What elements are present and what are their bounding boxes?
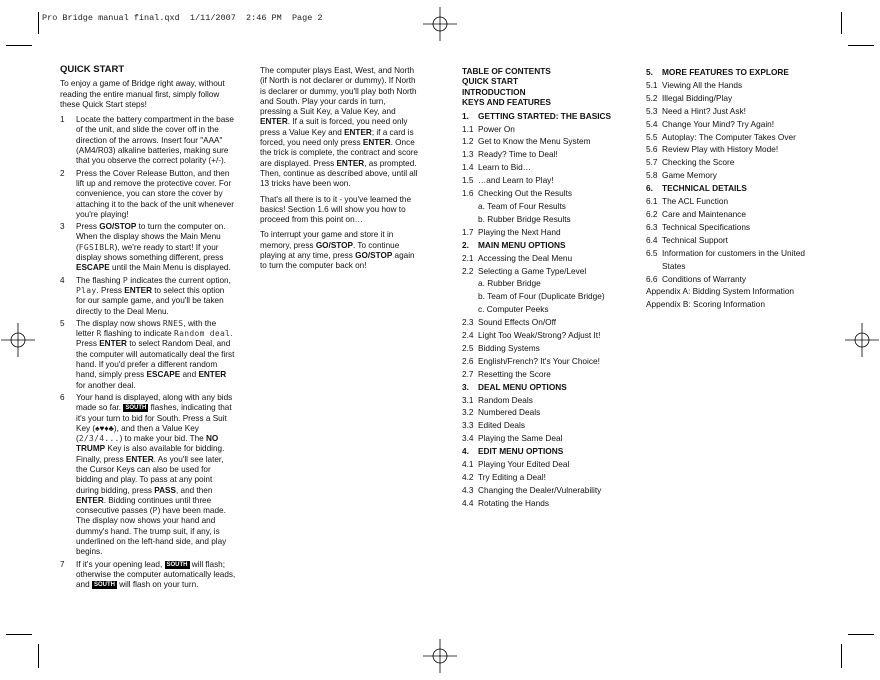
toc-section bbox=[462, 381, 622, 394]
quick-start-step bbox=[60, 115, 236, 166]
south-badge: SOUTH bbox=[166, 561, 188, 568]
toc-entry bbox=[462, 368, 622, 381]
toc-number: 3.4 bbox=[462, 433, 474, 444]
toc-entry bbox=[462, 161, 622, 174]
toc-entry bbox=[646, 247, 818, 273]
toc-title: Ready? Time to Deal! bbox=[478, 149, 558, 160]
toc-title: a. Rubber Bridge bbox=[478, 278, 541, 289]
step-number: 6 bbox=[60, 392, 65, 402]
step-number: 5 bbox=[60, 318, 65, 328]
lcd-text: P bbox=[152, 506, 158, 516]
toc-title: a. Team of Four Results bbox=[478, 200, 566, 211]
toc-number: 4.3 bbox=[462, 484, 474, 495]
toc-title: Autoplay: The Computer Takes Over bbox=[662, 131, 796, 142]
toc-list bbox=[462, 110, 622, 510]
toc-number: 2.7 bbox=[462, 368, 474, 379]
toc-title: Light Too Weak/Strong? Adjust It! bbox=[478, 330, 601, 341]
toc-entry bbox=[646, 143, 818, 156]
toc-title: Edited Deals bbox=[478, 420, 526, 431]
toc-entry bbox=[462, 303, 622, 316]
toc-title: Changing the Dealer/Vulnerability bbox=[478, 484, 602, 495]
quick-start-step bbox=[60, 393, 236, 558]
toc-number: 3.2 bbox=[462, 407, 474, 418]
lcd-text: 2/3/4... bbox=[78, 434, 120, 444]
toc-number: 6.6 bbox=[646, 273, 658, 284]
toc-number: 5.6 bbox=[646, 144, 658, 155]
toc-number: 1.6 bbox=[462, 188, 474, 199]
toc-number: 1. bbox=[462, 110, 469, 121]
toc-number: 5.5 bbox=[646, 131, 658, 142]
crop-mark bbox=[38, 644, 39, 668]
toc-entry bbox=[462, 316, 622, 329]
toc-number: 1.1 bbox=[462, 123, 474, 134]
toc-title: Resetting the Score bbox=[478, 368, 551, 379]
toc-number: 5.8 bbox=[646, 170, 658, 181]
toc-title: Viewing All the Hands bbox=[662, 79, 743, 90]
toc-entry bbox=[462, 329, 622, 342]
crop-mark bbox=[848, 634, 874, 635]
toc-number: 5.4 bbox=[646, 118, 658, 129]
toc-title: Game Memory bbox=[662, 170, 717, 181]
step-text: The display now shows RNES, with the letter R flashing to indicate Random deal. Press ENTER to select Random Deal, and the computer will automatically deal the first hand. If you'd prefer a different random hand, simply press ESCAPE and ENTER for another deal. bbox=[76, 318, 235, 390]
quick-start-continued-column bbox=[260, 66, 418, 277]
toc-number: 4.1 bbox=[462, 459, 474, 470]
toc-number: 6.3 bbox=[646, 221, 658, 232]
toc-entry bbox=[462, 394, 622, 407]
toc-entry bbox=[646, 105, 818, 118]
crop-mark bbox=[38, 12, 39, 34]
toc-entry bbox=[462, 419, 622, 432]
lcd-text: RNES bbox=[162, 318, 184, 328]
toc-heading: TABLE OF CONTENTS bbox=[462, 66, 551, 76]
toc-title: b. Rubber Bridge Results bbox=[478, 213, 571, 224]
toc-number: 6.4 bbox=[646, 234, 658, 245]
registration-mark-bottom bbox=[423, 639, 457, 673]
toc-title: The ACL Function bbox=[662, 196, 729, 207]
crop-mark bbox=[841, 644, 842, 668]
crop-mark bbox=[6, 45, 32, 46]
step-text: Locate the battery compartment in the base of the unit, and slide the cover off in the direction of the arrows. Insert four "AAA"(AM4/R03) alkaline batteries, making sure that you observe the correct polarity (+/-). bbox=[76, 115, 234, 166]
toc-title: Numbered Deals bbox=[478, 407, 541, 418]
toc-section bbox=[646, 182, 818, 195]
toc-title: Selecting a Game Type/Level bbox=[478, 265, 587, 276]
quick-start-step bbox=[60, 222, 236, 273]
play-instructions: The computer plays East, West, and North (if North is not declarer or dummy). If North is declarer or dummy, you'll play both North and South. Play your cards in turn, pressing a Suit Key, a Value Key, and ENTER. If a suit is forced, you need only press a Value Key and ENTER; if a card is forced, you need only press ENTER. Once the trick is complete, the contract and score are displayed. Press ENTER, as prompted. Then, continue as described above, until all 13 tricks have been won. bbox=[260, 66, 418, 189]
toc-title: Learn to Bid… bbox=[478, 162, 532, 173]
toc-title: Bidding Systems bbox=[478, 342, 540, 353]
toc-number: 4. bbox=[462, 446, 469, 457]
toc-entry bbox=[462, 497, 622, 510]
toc-title: Conditions of Warranty bbox=[662, 273, 747, 284]
quick-start-intro: To enjoy a game of Bridge right away, without reading the entire manual first, simply follow these Quick Start steps! bbox=[60, 79, 225, 109]
toc-title: Review Play with History Mode! bbox=[662, 144, 779, 155]
toc-heading: INTRODUCTION bbox=[462, 86, 526, 97]
toc-entry bbox=[646, 234, 818, 247]
file-slug: Pro Bridge manual final.qxd 1/11/2007 2:46 PM Page 2 bbox=[42, 13, 323, 23]
toc-entry bbox=[462, 290, 622, 303]
quick-start-title: QUICK START bbox=[60, 64, 125, 75]
toc-headings bbox=[462, 66, 622, 108]
lcd-text: FGSIBLR bbox=[78, 242, 115, 252]
toc-entry bbox=[646, 131, 818, 144]
toc-heading: QUICK START bbox=[462, 76, 519, 87]
toc-number: 2.5 bbox=[462, 342, 474, 353]
toc-title: Illegal Bidding/Play bbox=[662, 92, 733, 103]
step-text: Press GO/STOP to turn the computer on. When the display shows the Main Menu (FGSIBLR), we're ready to start! If your display shows something different, press ESCAPE until the Main Menu is displayed. bbox=[76, 222, 231, 273]
toc-title: b. Team of Four (Duplicate Bridge) bbox=[478, 291, 605, 302]
registration-mark-left bbox=[1, 323, 35, 357]
toc-entry bbox=[462, 355, 622, 368]
toc-number: 5.1 bbox=[646, 79, 658, 90]
toc-entry bbox=[646, 208, 818, 221]
toc-title: English/French? It's Your Choice! bbox=[478, 355, 600, 366]
toc-title: TECHNICAL DETAILS bbox=[662, 183, 747, 194]
toc-title: EDIT MENU OPTIONS bbox=[478, 446, 564, 457]
toc-entry bbox=[646, 273, 818, 286]
toc-entry bbox=[462, 174, 622, 187]
step-text: Press the Cover Release Button, and then lift up and remove the protective cover. For convenience, you can store the cover by attaching it to the back of the unit whenever you're playing! bbox=[76, 168, 234, 219]
toc-number: 1.5 bbox=[462, 175, 474, 186]
toc-section bbox=[462, 445, 622, 458]
toc-entry bbox=[646, 169, 818, 182]
toc-title: Care and Maintenance bbox=[662, 208, 746, 219]
toc-entry bbox=[462, 252, 622, 265]
step-text: If it's your opening lead, SOUTH will flash; otherwise the computer automatically leads, and SOUTH will flash on your turn. bbox=[76, 559, 236, 590]
toc-title: Power On bbox=[478, 123, 515, 134]
toc-entry bbox=[462, 135, 622, 148]
toc-entry bbox=[646, 285, 818, 298]
toc-number: 6.2 bbox=[646, 208, 658, 219]
step-number: 7 bbox=[60, 559, 65, 569]
toc-entry bbox=[646, 298, 818, 311]
toc-entry bbox=[646, 79, 818, 92]
toc-number: 5.3 bbox=[646, 105, 658, 116]
toc-title: Accessing the Deal Menu bbox=[478, 252, 573, 263]
toc-title: Change Your Mind? Try Again! bbox=[662, 118, 775, 129]
toc-title: Technical Specifications bbox=[662, 221, 751, 232]
toc-entry bbox=[646, 92, 818, 105]
lcd-text: R bbox=[96, 329, 102, 339]
lcd-text: P bbox=[122, 275, 129, 285]
toc-column-right bbox=[646, 66, 818, 311]
toc-entry bbox=[462, 484, 622, 497]
toc-number: 6.5 bbox=[646, 247, 658, 258]
toc-number: 4.2 bbox=[462, 472, 474, 482]
lcd-text: Play bbox=[76, 285, 97, 295]
toc-number: 5.7 bbox=[646, 157, 658, 168]
quick-start-column bbox=[60, 65, 236, 593]
toc-title: Playing Your Edited Deal bbox=[478, 459, 570, 470]
toc-title: Need a Hint? Just Ask! bbox=[662, 105, 746, 116]
toc-number: 2.3 bbox=[462, 317, 474, 328]
toc-number: 6. bbox=[646, 183, 653, 194]
toc-number: 2. bbox=[462, 239, 469, 250]
toc-title: DEAL MENU OPTIONS bbox=[478, 381, 567, 392]
toc-entry bbox=[646, 118, 818, 131]
step-number: 1 bbox=[60, 115, 65, 125]
toc-entry bbox=[462, 200, 622, 213]
lcd-text: Random deal bbox=[173, 329, 231, 339]
toc-number: 1.7 bbox=[462, 226, 474, 237]
toc-number: 5.2 bbox=[646, 92, 658, 103]
toc-entry bbox=[462, 406, 622, 419]
toc-title: Playing the Next Hand bbox=[478, 226, 561, 237]
toc-title: Get to Know the Menu System bbox=[478, 136, 591, 147]
toc-number: 2.4 bbox=[462, 330, 474, 341]
toc-title: Checking Out the Results bbox=[478, 188, 573, 199]
toc-entry bbox=[462, 432, 622, 445]
toc-entry bbox=[462, 187, 622, 200]
toc-number: 3.3 bbox=[462, 420, 474, 431]
toc-title: Sound Effects On/Off bbox=[478, 317, 557, 328]
toc-number: 4.4 bbox=[462, 497, 474, 508]
toc-title: Rotating the Hands bbox=[478, 497, 550, 508]
toc-entry bbox=[462, 213, 622, 226]
quick-start-step bbox=[60, 319, 236, 391]
toc-title: MORE FEATURES TO EXPLORE bbox=[662, 67, 789, 77]
interrupt-game-paragraph: To interrupt your game and store it in memory, press GO/STOP. To continue playing at any time, press GO/STOP again to turn the computer back on! bbox=[260, 230, 415, 271]
toc-number: 1.2 bbox=[462, 136, 474, 147]
toc-title: Checking the Score bbox=[662, 157, 735, 168]
toc-title: Random Deals bbox=[478, 394, 533, 405]
toc-title: Playing the Same Deal bbox=[478, 433, 563, 444]
quick-start-step bbox=[60, 560, 236, 591]
toc-number: 2.1 bbox=[462, 252, 474, 263]
crop-mark bbox=[841, 12, 842, 34]
toc-title: Appendix B: Scoring Information bbox=[646, 299, 765, 310]
toc-entry bbox=[646, 156, 818, 169]
toc-title: Appendix A: Bidding System Information bbox=[646, 286, 795, 297]
toc-number: 1.4 bbox=[462, 162, 474, 173]
south-badge: SOUTH bbox=[93, 582, 115, 589]
step-text: The flashing P indicates the current option, Play. Press ENTER to select this option for our sample game, and you'll be taken directly to the Deal Menu. bbox=[76, 275, 231, 316]
toc-entry bbox=[462, 123, 622, 136]
toc-number: 1.3 bbox=[462, 149, 474, 160]
step-number: 2 bbox=[60, 168, 65, 178]
toc-number: 2.2 bbox=[462, 265, 474, 276]
south-badge: SOUTH bbox=[125, 405, 147, 412]
toc-title: GETTING STARTED: THE BASICS bbox=[478, 110, 612, 121]
toc-entry bbox=[462, 226, 622, 239]
toc-number: 6.1 bbox=[646, 196, 658, 207]
toc-entry bbox=[462, 277, 622, 290]
toc-section bbox=[646, 66, 818, 79]
toc-entry bbox=[646, 195, 818, 208]
step-text: Your hand is displayed, along with any bids made so far. SOUTH flashes, indicating that it's your turn to bid for South. Press a Suit Key (♠♥♦♣), and then a Value Key (2/3/4...) to make your bid. The NO TRUMP Key is also available for bidding. Finally, press ENTER. As you'll see later, the Cursor Keys can also be used for bidding and play. To pass at any point during bidding, press PASS, and then ENTER. Bidding continues until three consecutive passes (P) have been made. The display now shows your hand and dummy's hand. The trump suit, if any, is underlined on the left-hand side, and play begins. bbox=[76, 392, 233, 557]
toc-column-left bbox=[462, 66, 622, 510]
toc-list bbox=[646, 66, 818, 311]
toc-entry bbox=[462, 265, 622, 278]
toc-heading: KEYS AND FEATURES bbox=[462, 97, 551, 108]
basics-learned-paragraph: That's all there is to it - you've learned the basics! Section 1.6 will show you how to proceed from this point on… bbox=[260, 194, 412, 225]
toc-number: 2.6 bbox=[462, 355, 474, 366]
registration-mark-top bbox=[423, 7, 457, 41]
toc-entry bbox=[462, 458, 622, 471]
toc-title: Technical Support bbox=[662, 234, 728, 245]
toc-number: 3. bbox=[462, 381, 469, 392]
toc-number: 5. bbox=[646, 67, 653, 77]
toc-title: Try Editing a Deal! bbox=[478, 472, 546, 482]
toc-section bbox=[462, 110, 622, 123]
quick-start-step bbox=[60, 169, 236, 220]
toc-entry bbox=[462, 148, 622, 161]
crop-mark bbox=[848, 45, 874, 46]
toc-title: MAIN MENU OPTIONS bbox=[478, 239, 566, 250]
step-number: 4 bbox=[60, 275, 65, 285]
toc-title: Information for customers in the United States bbox=[662, 247, 805, 271]
quick-start-step bbox=[60, 276, 236, 317]
registration-mark-right bbox=[845, 323, 879, 357]
toc-number: 3.1 bbox=[462, 394, 474, 405]
toc-title: c. Computer Peeks bbox=[478, 304, 549, 315]
step-number: 3 bbox=[60, 222, 65, 232]
crop-mark bbox=[6, 634, 32, 635]
toc-title: …and Learn to Play! bbox=[478, 175, 554, 186]
toc-entry bbox=[646, 221, 818, 234]
toc-entry bbox=[462, 342, 622, 355]
toc-section bbox=[462, 239, 622, 252]
toc-entry bbox=[462, 471, 622, 484]
